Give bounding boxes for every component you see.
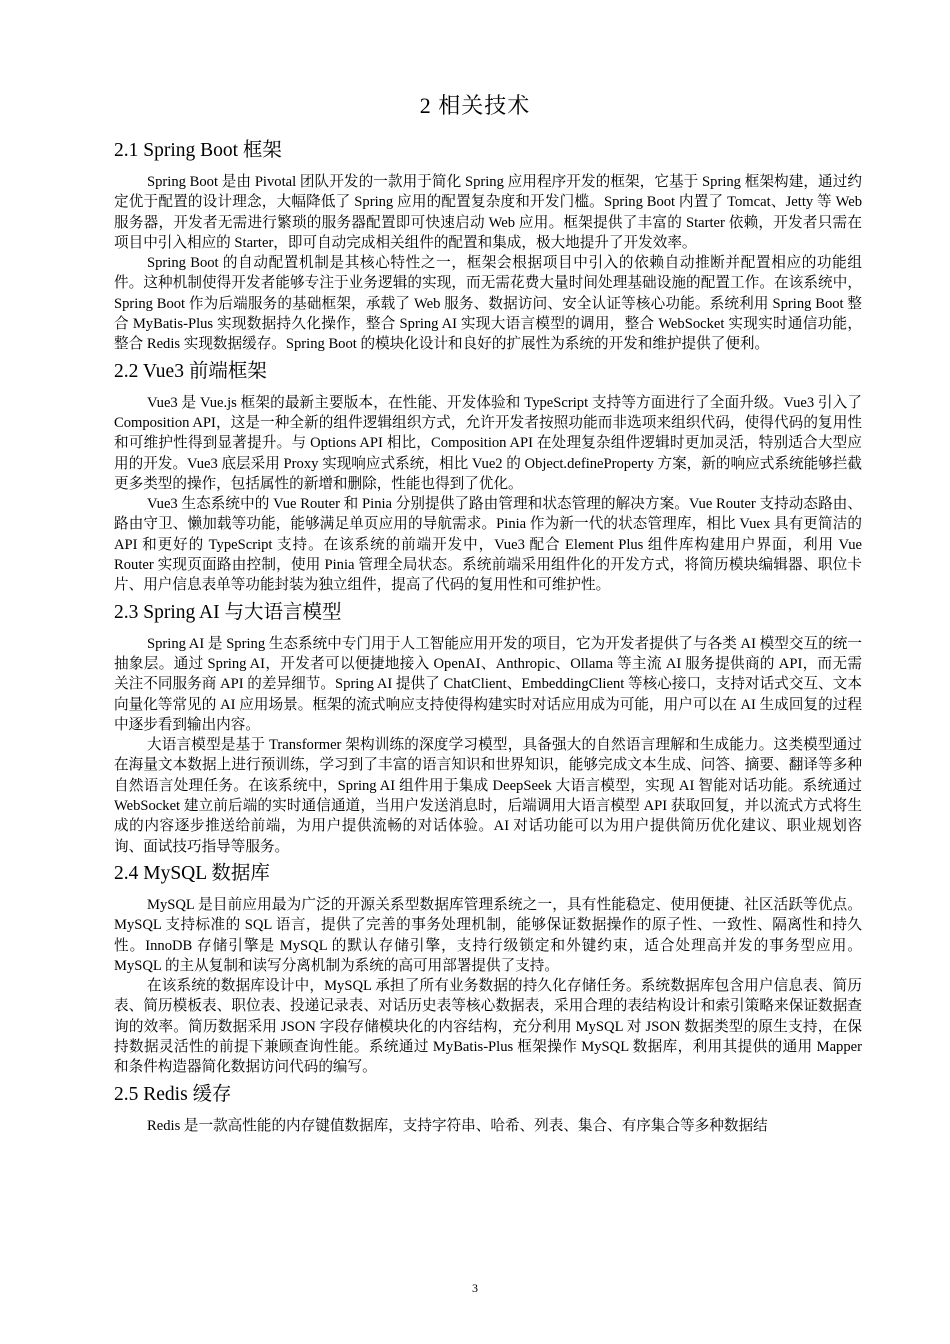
paragraph: Spring Boot 是由 Pivotal 团队开发的一款用于简化 Spring 应用程序开发的框架，它基于 Spring 框架构建，通过约定优于配置的设计理念，大幅降低了 Spring 应用的配置复杂度和开发门槛。Spring Boot 内置了 Tomcat、Jetty 等 Web 服务器，开发者无需进行繁琐的服务器配置即可快速启动 Web 应用。框架提供了丰富的 Starter 依赖，开发者只需在项目中引入相应的 Starter，即可自动完成相关组件的配置和集成，极大地提升了开发效率。: [114, 174, 862, 251]
paragraph: Vue3 是 Vue.js 框架的最新主要版本，在性能、开发体验和 TypeScript 支持等方面进行了全面升级。Vue3 引入了 Composition API，这是一种全新的组件逻辑组织方式，允许开发者按照功能而非选项来组织代码，使得代码的复用性和可维护性得到显著提升。与 Options API 相比，Composition API 在处理复杂组件逻辑时更加灵活，特别适合大型应用的开发。Vue3 底层采用 Proxy 实现响应式系统，相比 Vue2 的 Object.defineProperty 方案，新的响应式系统能够拦截更多类型的操作，包括属性的新增和删除，性能也得到了优化。: [114, 394, 862, 492]
section-vue3: [114, 359, 862, 596]
paragraph: Spring Boot 的自动配置机制是其核心特性之一，框架会根据项目中引入的依赖自动推断并配置相应的功能组件。这种机制使得开发者能够专注于业务逻辑的实现，而无需花费大量时间处理基础设施的配置工作。在该系统中，Spring Boot 作为后端服务的基础框架，承载了 Web 服务、数据访问、安全认证等核心功能。系统利用 Spring Boot 整合 MyBatis-Plus 实现数据持久化操作，整合 Spring AI 实现大语言模型的调用，整合 WebSocket 实现实时通信功能，整合 Redis 实现数据缓存。Spring Boot 的模块化设计和良好的扩展性为系统的开发和维护提供了便利。: [114, 255, 862, 353]
paragraph: 大语言模型是基于 Transformer 架构训练的深度学习模型，具备强大的自然语言理解和生成能力。这类模型通过在海量文本数据上进行预训练，学习到了丰富的语言知识和世界知识，能够完成文本生成、问答、摘要、翻译等多种自然语言处理任务。在该系统中，Spring AI 组件用于集成 DeepSeek 大语言模型，实现 AI 智能对话功能。系统通过 WebSocket 建立前后端的实时通信通道，当用户发送消息时，后端调用大语言模型 API 获取回复，并以流式方式将生成的内容逐步推送给前端，为用户提供流畅的对话体验。AI 对话功能可以为用户提供简历优化建议、职业规划咨询、面试技巧指导等服务。: [114, 737, 862, 855]
section-heading: 2.1 Spring Boot 框架: [114, 140, 282, 161]
document-body: [114, 138, 862, 1140]
section-heading: 2.4 MySQL 数据库: [114, 862, 270, 884]
section-mysql: [114, 861, 862, 1078]
paragraph: MySQL 是目前应用最为广泛的开源关系型数据库管理系统之一，具有性能稳定、使用便捷、社区活跃等优点。MySQL 支持标准的 SQL 语言，提供了完善的事务处理机制，能够保证数据操作的原子性、一致性、隔离性和持久性。InnoDB 存储引擎是 MySQL 的默认存储引擎，支持行级锁定和外键约束，适合处理高并发的事务型应用。MySQL 的主从复制和读写分离机制为系统的高可用部署提供了支持。: [114, 896, 862, 974]
section-redis: [114, 1082, 862, 1136]
section-heading: 2.5 Redis 缓存: [114, 1083, 232, 1105]
section-spring-boot: [114, 138, 862, 355]
section-heading: 2.3 Spring AI 与大语言模型: [114, 601, 342, 623]
paragraph: Vue3 生态系统中的 Vue Router 和 Pinia 分别提供了路由管理和状态管理的解决方案。Vue Router 支持动态路由、路由守卫、懒加载等功能，能够满足单页应用的导航需求。Pinia 作为新一代的状态管理库，相比 Vuex 具有更简洁的 API 和更好的 TypeScript 支持。在该系统的前端开发中，Vue3 配合 Element Plus 组件库构建用户界面，利用 Vue Router 实现页面路由控制，使用 Pinia 管理全局状态。系统前端采用组件化的开发方式，将简历模块编辑器、职位卡片、用户信息表单等功能封装为独立组件，提高了代码的复用性和可维护性。: [114, 496, 862, 594]
paragraph: Redis 是一款高性能的内存键值数据库，支持字符串、哈希、列表、集合、有序集合等多种数据结: [147, 1117, 768, 1134]
section-heading: 2.2 Vue3 前端框架: [114, 360, 267, 382]
paragraph: Spring AI 是 Spring 生态系统中专门用于人工智能应用开发的项目，它为开发者提供了与各类 AI 模型交互的统一抽象层。通过 Spring AI，开发者可以便捷地接入 OpenAI、Anthropic、Ollama 等主流 AI 服务提供商的 API，而无需关注不同服务商 API 的差异细节。Spring AI 提供了 ChatClient、EmbeddingClient 等核心接口，支持对话式交互、文本向量化等常见的 AI 应用场景。框架的流式响应支持使得构建实时对话应用成为可能，用户可以在 AI 生成回复的过程中逐步看到输出内容。: [114, 635, 862, 733]
paragraph: 在该系统的数据库设计中，MySQL 承担了所有业务数据的持久化存储任务。系统数据库包含用户信息表、简历表、简历模板表、职位表、投递记录表、对话历史表等核心数据表，采用合理的表结构设计和索引策略来保证数据查询的效率。简历数据采用 JSON 字段存储模块化的内容结构，充分利用 MySQL 对 JSON 数据类型的原生支持，在保持数据灵活性的前提下兼顾查询性能。系统通过 MyBatis-Plus 框架操作 MySQL 数据库，利用其提供的通用 Mapper 和条件构造器简化数据访问代码的编写。: [114, 978, 862, 1076]
chapter-title: 2 相关技术: [419, 93, 531, 118]
page-number: 3: [472, 1281, 478, 1295]
section-spring-ai: [114, 600, 862, 857]
